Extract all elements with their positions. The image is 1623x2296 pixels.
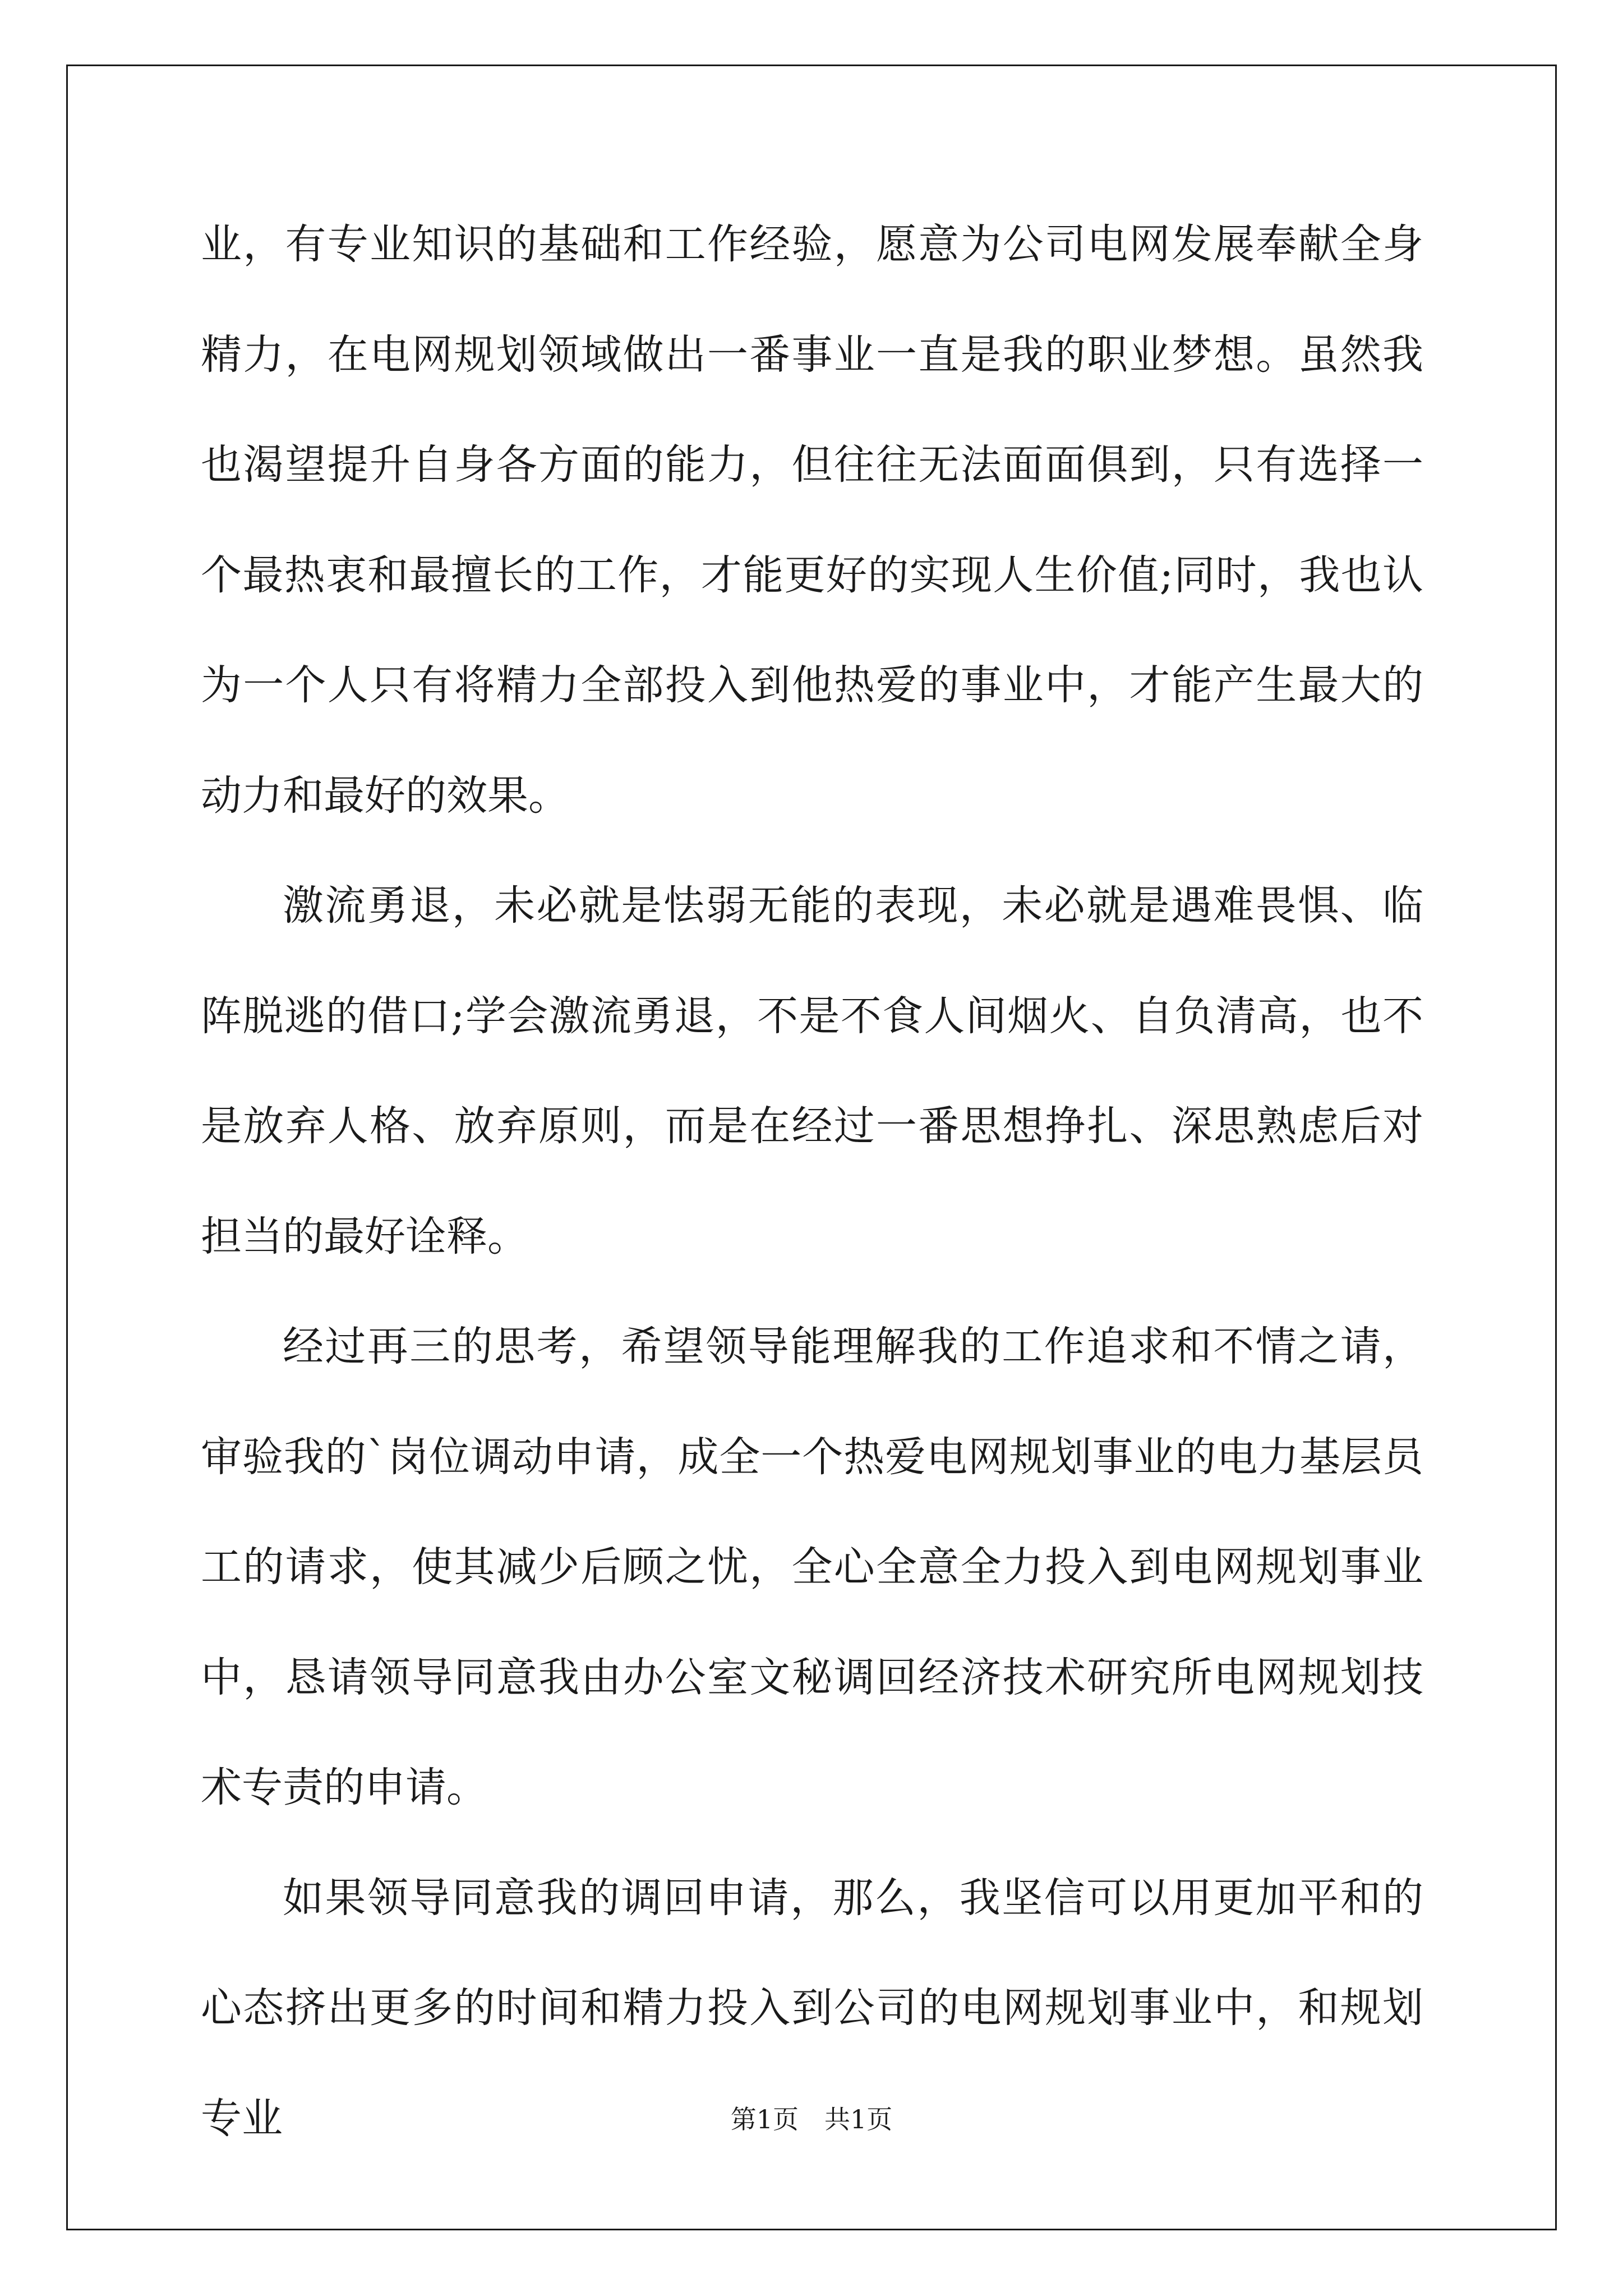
page-number-footer: 第1页 共1页 [730, 2104, 893, 2134]
paragraph-2: 激流勇退，未必就是怯弱无能的表现，未必就是遇难畏惧、临阵脱逃的借口;学会激流勇退，不是不食人间烟火、自负清高，也不是放弃人格、放弃原则，而是在经过一番思想挣扎、深思熟虑后对担当的最好诠释。 [201, 882, 1423, 1260]
document-body [201, 190, 1423, 2174]
paragraph-4: 如果领导同意我的调回申请，那么，我坚信可以用更加平和的心态挤出更多的时间和精力投入到公司的电网规划事业中，和规划专业 [201, 1874, 1423, 2142]
paragraph-1: 业，有专业知识的基础和工作经验，愿意为公司电网发展奉献全身精力，在电网规划领域做出一番事业一直是我的职业梦想。虽然我也渴望提升自身各方面的能力，但往往无法面面俱到，只有选择一个最热衷和最擅长的工作，才能更好的实现人生价值;同时，我也认为一个人只有将精力全部投入到他热爱的事业中，才能产生最大的动力和最好的效果。 [201, 220, 1423, 820]
paragraph-3: 经过再三的思考，希望领导能理解我的工作追求和不情之请，审验我的`岗位调动申请，成全一个热爱电网规划事业的电力基层员工的请求，使其减少后顾之忧，全心全意全力投入到电网规划事业中，恳请领导同意我由办公室文秘调回经济技术研究所电网规划技术专责的申请。 [201, 1323, 1423, 1811]
